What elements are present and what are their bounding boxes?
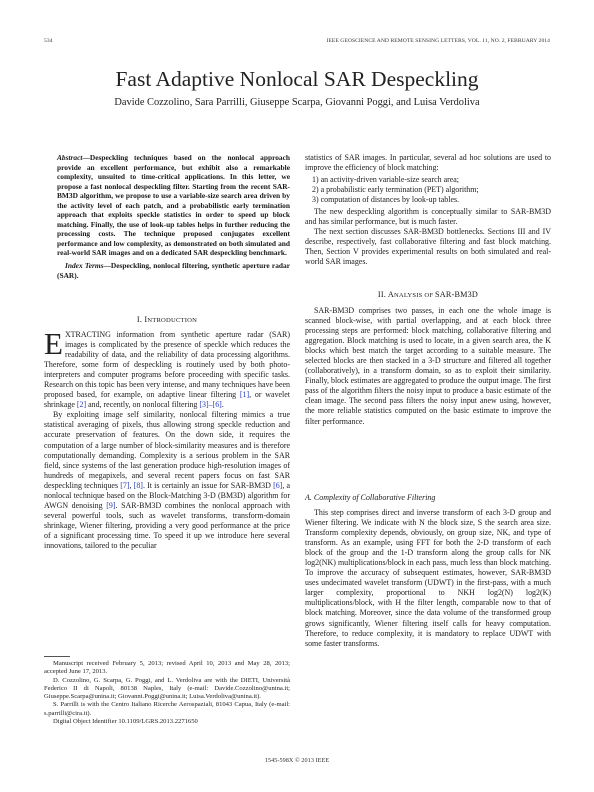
intro-p1-text: XTRACTING information from synthetic aperture radar (SAR) images is complicated by the presence of speckle which reduces the readability of data, and the reliability of data processing algorithms. Therefore, some form of despeckling is routinely used by both photo-interpreters and computer programs before proceeding with specific tasks. Research on this topic has been very intense, and many techniques have been proposed based, for example, on adaptive linear filtering	[44, 330, 290, 400]
index-terms-label: Index Terms	[65, 261, 104, 271]
paper-title: Fast Adaptive Nonlocal SAR Despeckling	[115, 67, 479, 91]
right-paragraph-2: The new despeckling algorithm is conceptually similar to SAR-BM3D and has similar performance, but is much faster.	[305, 207, 551, 227]
footnote-affiliation-2: S. Parrilli is with the Centro Italiano Ricerche Aerospaziali, 81043 Capua, Italy (e-mail: s.parrilli@cira.it).	[44, 701, 290, 717]
abstract-text: —Despeckling techniques based on the nonlocal approach provide an excellent performance, but exhibit also a remarkable complexity, unsuited to time-critical applications. In this letter, we propose a fast nonlocal despeckling filter. Starting from the recent SAR-BM3D algorithm, we propose to use a variable-size search area driven by the activity level of each patch, and a probabilistic early termination approach that exploits speckle statistics in order to speed up block matching. Finally, the use of look-up tables helps in further reducing the processing costs. The technique proposed conjugates excellent performance and low complexity, as demonstrated on both simulated and real-world SAR images and on a dedicated SAR despeckling benchmark.	[57, 153, 290, 258]
analysis-paragraph-1: SAR-BM3D comprises two passes, in each one the whole image is scanned block-wise, with partial overlapping, and at each block three processing steps are performed: block matching, collaborative filtering and aggregation. Block matching is used to locate, in a given search area, the K blocks which best match the target according to a suitable measure. The selected blocks are then stacked in a 3-D structure and filtered all together (collaboratively), in a transform domain, so as to exploit their similarity. Finally, block estimates are aggregated to produce the output image. The first pass of the algorithm filters the noisy input to produce a basic estimate of the clean image. The second pass filters the noisy input anew using, however, the more reliable statistics computed on the basic estimate to improve the filter performance.	[305, 306, 551, 426]
intro-paragraph-2	[44, 410, 290, 551]
list-number: 3)	[312, 195, 319, 205]
index-terms	[44, 261, 290, 280]
list-text: computation of distances by look-up tables.	[320, 195, 460, 205]
list-item	[310, 185, 551, 195]
complexity-body	[305, 508, 551, 649]
list-text: a probabilistic early termination (PET) algorithm;	[320, 185, 479, 195]
intro-heading-smallcaps: NTRODUCTION	[147, 317, 198, 324]
speedup-list	[305, 175, 551, 205]
sec2-heading-end: SAR-BM3D	[435, 290, 479, 299]
copyright-footer: 1545-598X © 2013 IEEE	[264, 757, 330, 764]
dropcap-letter: E	[44, 326, 63, 361]
right-paragraph-3: The next section discusses SAR-BM3D bottlenecks. Sections III and IV describe, respectively, fast collaborative filtering and fast block matching. Then, Section V provides experimental results on both simulated and real-world SAR images.	[305, 227, 551, 267]
intro-p2-text-a: By exploiting image self similarity, nonlocal filtering mimics a true statistical averaging of pixels, thus allowing strong speckle reduction and accurate preservation of features. On the down side, it requires the computation of a large number of block-similarity measures and is therefore computationally demanding. Complexity is a serious problem in the SAR field, since systems of the last generation produce high-resolution images of hundreds of megapixels, and several recent papers focus on fast SAR despeckling techniques	[44, 410, 290, 490]
section-heading-introduction	[44, 315, 290, 324]
abstract-label: Abstract	[57, 153, 83, 162]
intro-p2-sep: ,	[129, 480, 134, 490]
sec2-heading-lead: II. A	[377, 290, 394, 299]
footnote-doi: Digital Object Identifier 10.1109/LGRS.2013.2271650	[53, 718, 198, 726]
index-terms-text: —Despeckling, nonlocal filtering, synthetic aperture radar (SAR).	[57, 261, 290, 280]
list-number: 2)	[312, 185, 319, 195]
abstract	[44, 153, 290, 258]
intro-p2-text-b: . It is certainly an issue for SAR-BM3D	[142, 480, 274, 490]
subsection-heading-complexity: A. Complexity of Collaborative Filtering	[305, 493, 436, 502]
citation-link[interactable]: [8]	[133, 480, 143, 490]
list-number: 1)	[312, 175, 319, 185]
list-item	[310, 175, 551, 185]
right-column	[305, 153, 551, 268]
journal-header: IEEE GEOSCIENCE AND REMOTE SENSING LETTERS, VOL. 11, NO. 2, FEBRUARY 2014	[326, 38, 550, 44]
intro-p2-text-c: , a nonlocal technique based on the Block-Matching 3-D (BM3D) algorithm for AWGN denoising	[44, 480, 291, 510]
intro-paragraph-1	[44, 326, 290, 410]
page-number: 534	[44, 38, 53, 44]
list-text: an activity-driven variable-size search area;	[320, 175, 459, 185]
footnote-rule	[44, 656, 70, 657]
intro-p1-mid: , or wavelet shrinkage	[44, 390, 290, 410]
analysis-body	[305, 306, 551, 427]
right-paragraph-1: statistics of SAR images. In particular, several ad hoc solutions are used to improve the efficiency of block matching:	[305, 153, 551, 173]
citation-link[interactable]: [7]	[120, 480, 130, 490]
author-list: Davide Cozzolino, Sara Parrilli, Giuseppe Scarpa, Giovanni Poggi, and Luisa Verdoliva	[114, 97, 480, 108]
complexity-paragraph: This step comprises direct and inverse transform of each 3-D group and Wiener filtering. We indicate with N the block size, S the search area size. Transform complexity depends, obviously, on group size, NK, and type of transform. As an example, using FFT for both the 2-D transform of each block of the group and the 1-D transform along the group calls for NK log2(NK) multiplications/block in each pass, much less than block matching. To improve the accuracy of subsequent estimates, however, SAR-BM3D uses undecimated wavelet transform (UDWT) in the first-pass, with a much larger complexity, proportional to NKH log2(N) log2(K) multiplications/block, with H the filter length, comparable now to that of block matching. Moreover, since the data volume of the transformed group grows significantly, Wiener filtering itself calls for heavy computation. Therefore, to reduce complexity, it is mandatory to replace UDWT with some faster transforms.	[305, 508, 551, 648]
section-heading-analysis	[305, 290, 551, 299]
citation-link[interactable]: [9]	[106, 500, 116, 510]
sec2-heading-smallcaps: NALYSIS OF	[393, 292, 436, 299]
citation-link[interactable]: [3]–[6]	[199, 400, 222, 410]
citation-link[interactable]: [6]	[273, 480, 283, 490]
introduction-body	[44, 326, 291, 551]
footnotes	[44, 660, 290, 726]
left-column	[44, 153, 290, 280]
footnote-manuscript: Manuscript received February 5, 2013; revised April 10, 2013 and May 28, 2013; accepted June 17, 2013.	[44, 660, 290, 676]
intro-heading-lead: I. I	[136, 315, 148, 324]
intro-p2-text-d: . SAR-BM3D combines the nonlocal approach with several powerful tools, such as wavelet transforms, transform-domain shrinkage, Wiener filtering, providing a very good performance at the price of a significant processing time. To speed it up we introduce here several innovations, tailored to the peculiar	[44, 500, 290, 550]
intro-p1-end: .	[221, 400, 224, 410]
list-item	[310, 195, 551, 205]
citation-link[interactable]: [1]	[239, 390, 250, 400]
footnote-affiliation-1: D. Cozzolino, G. Scarpa, G. Poggi, and L. Verdoliva are with the DIETI, Università Federico II di Napoli, 80138 Naples, Italy (e-mail: Davide.Cozzolino@unina.it; Giuseppe.Scarpa@unina.it; Giovanni.Poggi@unina.it; Luisa.Verdoliva@unina.it).	[44, 676, 290, 701]
citation-link[interactable]: [2]	[76, 400, 87, 410]
intro-p1-mid2: and, recently, on nonlocal filtering	[86, 400, 200, 410]
